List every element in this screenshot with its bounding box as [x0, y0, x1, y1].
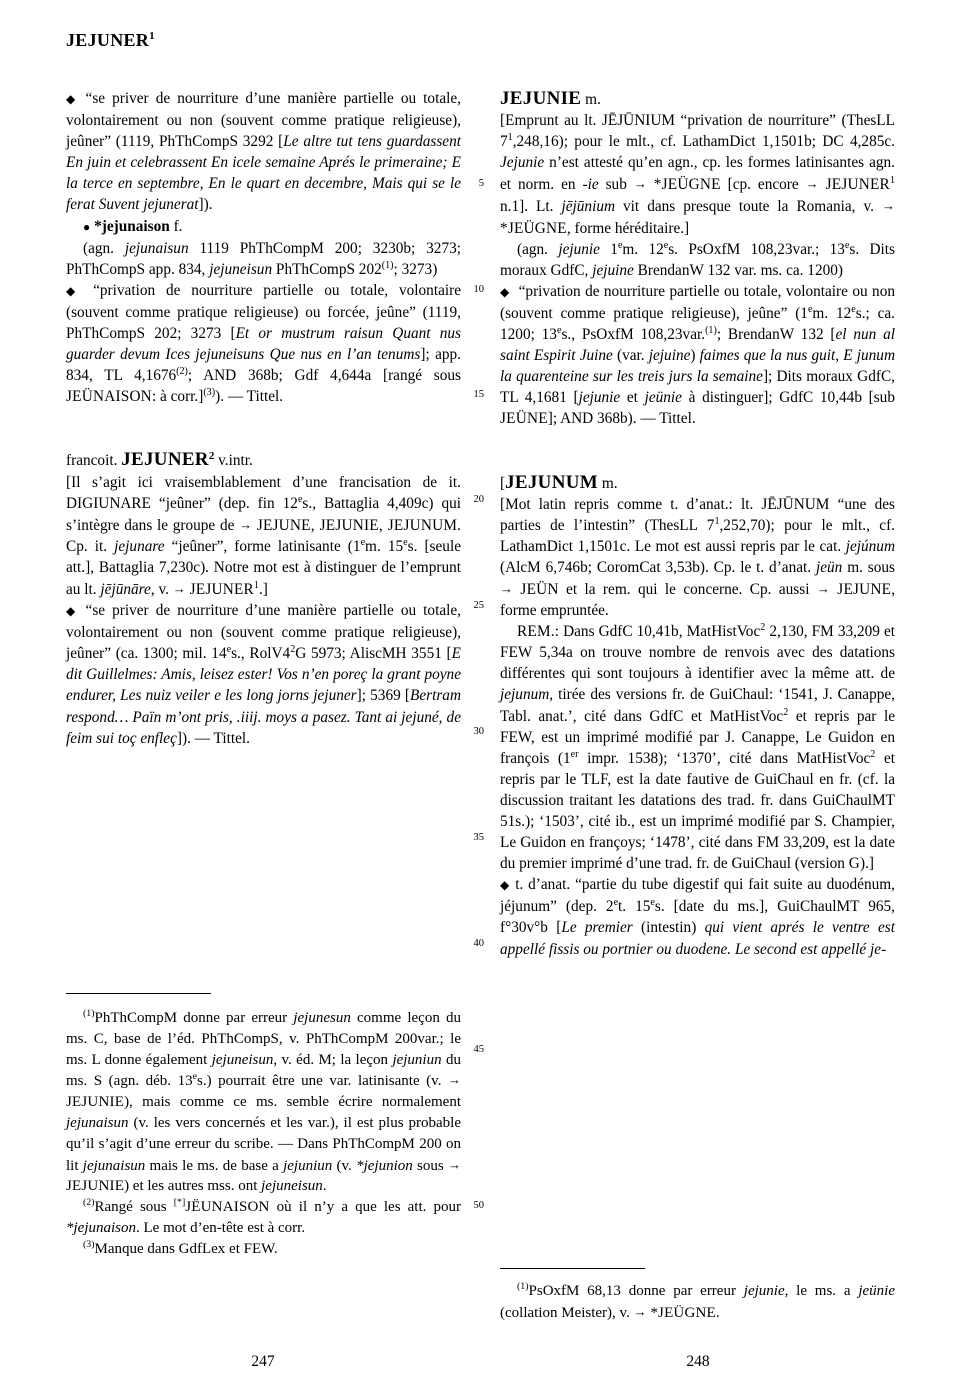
r-sense-e: ; BrendanW 132 [	[716, 326, 836, 344]
ordinal-e-1: e	[617, 239, 623, 251]
circle-bullet-icon	[83, 218, 90, 235]
fn1-h: mais le ms. de base a	[145, 1157, 284, 1174]
fn1-it2: jejuneisun	[211, 1051, 274, 1068]
ordinal-e-3: e	[403, 536, 408, 548]
line-number-10: 10	[473, 284, 484, 295]
ordinal-e: e	[192, 1071, 197, 1083]
left-entry2-sense1	[66, 600, 461, 749]
left-footnotes	[66, 1008, 461, 1260]
diamond-bullet-icon	[66, 602, 78, 619]
cross-reference-smallcaps: JEJUNE, JEJUNIE, JEJUNUM	[256, 516, 458, 534]
fn2-it1: *jejunaison	[66, 1219, 136, 1236]
attest-mid: 1119 PhThCompM 200; 3230b; 3273; PhThCompS app. 834,	[66, 239, 461, 278]
cross-reference-smallcaps: *JEÜGNE	[653, 176, 721, 194]
ref-superscript-3: 2	[870, 748, 876, 760]
fn2-c: . Le mot d’en-tête est à corr.	[136, 1219, 306, 1236]
r-paren-1: (var.	[612, 347, 649, 365]
cross-reference-smallcaps: JEJUNIE	[66, 1178, 125, 1195]
e2-citation-2: Bertram respond… Païn m’ont pris, .iiij. moys a pasez. Tant ai jejuné, de feim sui toç enfleç	[66, 687, 461, 747]
page-running-headword	[66, 30, 155, 51]
fn1-c: , v. éd. M; la leçon	[273, 1051, 393, 1068]
rfn1-d: .	[715, 1304, 720, 1321]
rem-f: et repris par le TLF, est la date fautive de GuiChaul en fr. (cf. la discussion traitant les datations des trad. fr. dans GuiChaulMT 51s.); ‘1503’, cité ib., est un imprimé modifié par S. Champier, Le Guidon en françoys; ‘1478’, cité dans FM 33,209, est la date du premier imprimé d’une trad. fr. de GuiChaul (version	[500, 749, 895, 873]
cross-reference-smallcaps: JEÜNAISON	[66, 388, 152, 406]
page-number-right: 248	[686, 1353, 710, 1370]
r2-sense-c: s. [date du ms.], GuiChaulMT 965, f°30v°b [	[500, 898, 895, 937]
left-text-column	[66, 88, 461, 749]
right-entry1-attestations	[500, 239, 895, 281]
footnote-ref-3: (3)	[203, 387, 216, 399]
r2-etym-c: (AlcM 6,746b; CoromCat 3,53b). Cp. le t. d’anat.	[500, 558, 816, 576]
r-sense-h: à distinguer]; GdfC 10,44b [sub	[681, 389, 895, 407]
line-number-20: 20	[473, 494, 484, 505]
fn1-it7: *jejunion	[356, 1157, 413, 1174]
ordinal-e-1: e	[613, 897, 619, 909]
footnote-1	[66, 1008, 461, 1197]
ordinal-er: er	[570, 748, 579, 760]
etym-text-d: “jeûner”, forme latinisante (1	[164, 537, 361, 555]
line-number-5: 5	[478, 178, 484, 189]
r-etym-e: [cp. encore	[720, 176, 806, 194]
arrow-icon: →	[500, 580, 513, 596]
entry2-headword-superscript: 2	[208, 450, 215, 463]
footnote-number: (2)	[83, 1197, 95, 1209]
footnote-2	[66, 1197, 461, 1239]
r-att-f: BrendanW 132 var. ms. ca. 1200)	[633, 261, 843, 279]
sense2-refs-b: ; AND 368b; Gdf 4,644a [rangé sous	[187, 367, 461, 385]
r2-etym-it2: jeün	[815, 558, 843, 576]
r2-citation-1: Le premier	[561, 919, 633, 937]
right-entry2-remark	[500, 621, 895, 874]
r-etym-c: n’est attesté qu’en agn., cp. les formes latinisantes agn. et norm. en	[500, 154, 895, 194]
footnote-3	[66, 1239, 461, 1260]
ref-superscript: 1	[507, 132, 513, 144]
r-sense-def: “privation de nourriture partielle ou totale, volontaire ou non (souvent comme pratique religieuse), jeûne” (1	[500, 282, 895, 322]
right-entry1-headword-line	[500, 88, 895, 110]
right-entry2-headword-line	[500, 472, 895, 494]
r-citation-2: faimes que la nus guit, E junum la quarenteine sur les treis jurs la semaine	[500, 347, 895, 386]
page-number-left: 247	[251, 1353, 275, 1370]
etym-italic-2: jējūnāre	[100, 580, 151, 598]
r-etym-h: , forme héréditaire.]	[566, 219, 690, 237]
cross-reference-smallcaps: *JEÜGNE	[500, 219, 567, 237]
cross-reference-smallcaps: JEÜN	[520, 580, 559, 598]
entry2-part-of-speech: v.intr.	[218, 452, 253, 470]
attest-open: (agn.	[83, 239, 125, 257]
r-sense-c: s.; ca. 1200; 13	[500, 304, 895, 344]
r2-etym-a: [Mot latin repris comme t. d’anat.: lt. JĒJŪNUM “une des parties de l’intestin” (ThesLL 7	[500, 495, 895, 534]
r-sense-d: s., PsOxfM 108,23var.	[561, 326, 706, 344]
r-att-a: (agn.	[517, 240, 559, 258]
fn1-d: du ms. S (agn. déb. 13	[66, 1051, 461, 1090]
attest-form-2: jejuneisun	[209, 260, 273, 278]
r-att-b: 1	[599, 240, 618, 258]
ordinal-e-3: e	[844, 239, 850, 251]
sublemma-label: *jejunaison	[94, 217, 170, 235]
r-citation-3: jejunie	[578, 389, 621, 407]
diamond-bullet-icon	[500, 876, 510, 893]
ref-superscript: 2	[290, 644, 296, 656]
r-etym-g: vit dans presque toute la Romania, v.	[615, 198, 883, 216]
etym-text-c: . Cp. it.	[66, 516, 461, 555]
left-footnote-rule	[66, 993, 211, 994]
ordinal-e-1: e	[226, 644, 232, 656]
rfn1-c: (collation Meister), v.	[500, 1304, 634, 1321]
ordinal-e-3: e	[556, 324, 562, 336]
sense-tail-text: ]).	[198, 196, 213, 214]
rfn1-a: PsOxfM 68,13 donne par erreur	[528, 1283, 744, 1299]
ordinal-e-2: e	[650, 897, 655, 909]
fn1-b: comme leçon du ms. C, base de l’éd. PhThCompS, v. PhThCompM 200var.; le ms. L donne également	[66, 1010, 461, 1068]
cross-ref-superscript: 1	[253, 579, 259, 591]
line-number-35: 35	[473, 832, 484, 843]
footnote-number: (1)	[517, 1281, 529, 1292]
citation-italic: Le altre tut tens guardassent En juin et celebrassent En icele semaine Aprés le primeraine; E la terce en septembre, En le quart en decembre, Mais qui se le ferat Suvent jejunerat	[66, 133, 461, 214]
r-etym-b: ,248,16); pour le mlt., cf. LathamDict 1,1501b; DC 4,285c.	[512, 133, 895, 151]
entry-headword-jejunie: JEJUNIE	[500, 88, 582, 109]
ordinal-e-1: e	[297, 493, 303, 505]
r-citation-1: el nun al saint Espirit Juine	[500, 326, 895, 365]
sense-definition-text: “se priver de nourriture d’une manière partielle ou totale, volontairement ou non (souvent comme pratique religieuse), jeûner” (1119, PhThCompS 3292 [	[66, 90, 461, 151]
ordinal-e-2: e	[663, 239, 669, 251]
fn1-e: s.) pourrait être une var. latinisante (v.	[196, 1073, 448, 1090]
cross-reference-smallcaps: JEJUNE	[837, 580, 892, 598]
footnote-ref-2: (2)	[176, 366, 188, 378]
version-sigil: G	[848, 855, 861, 873]
entry2-head-prefix: [	[500, 474, 506, 492]
r2-sense-d: (intestin)	[632, 919, 705, 937]
cross-reference-smallcaps: *JEÜGNE	[650, 1304, 716, 1321]
fn1-j: sous	[412, 1157, 448, 1174]
r-att-it1: jejunie	[558, 240, 600, 258]
r2-etym-e: et la rem. qui le concerne. Cp. aussi	[558, 580, 817, 598]
rfn1-it1: jejunie	[743, 1283, 785, 1299]
arrow-icon: →	[882, 198, 896, 214]
etym-text-a: [Il s’agit ici vraisemblablement d’une francisation de it. DIGIUNARE “jeûner” (dep. fin 12	[66, 473, 461, 512]
left-entry1-sense2	[66, 280, 461, 408]
cross-reference-smallcaps: JEÜNE	[500, 410, 548, 428]
r2-sense-def: t. d’anat. “partie du tube digestif qui fait suite au duodénum, jéjunum” (dep. 2	[500, 876, 895, 916]
footnote-ref-1: (1)	[705, 324, 717, 336]
right-entry2-sense1	[500, 874, 895, 959]
r-sense-i: ]; AND 368b). — Tittel.	[547, 410, 696, 428]
fn2-b: où il n’y a que les att. pour	[269, 1199, 461, 1216]
attest-form-1: jejunaisun	[124, 239, 189, 257]
etym-text-e: m. 15	[365, 537, 404, 555]
right-entry1-sense1	[500, 281, 895, 430]
e2-sense-def: “se priver de nourriture d’une manière partielle ou totale, volontairement ou non (souvent comme pratique religieuse), jeûner” (ca. 1300; mil. 14	[66, 602, 461, 663]
left-entry2-etymology	[66, 472, 461, 601]
fn1-it6: jejuniun	[283, 1157, 333, 1174]
diamond-bullet-icon	[66, 90, 78, 107]
right-text-column	[500, 88, 895, 960]
r2-etym-it1: jejúnum	[845, 537, 895, 555]
right-entry1-etymology	[500, 110, 895, 239]
fn1-f: ), mais comme ce ms. semble écrire normalement	[124, 1094, 461, 1111]
sense2-definition: “privation de nourriture partielle ou totale, volontaire (souvent comme pratique religieuse) ou forcée, jeûne” (1119, PhThCompS 202; 3273 [	[66, 281, 461, 343]
footnote-1	[500, 1281, 895, 1324]
fn1-l: .	[322, 1178, 327, 1195]
arrow-icon: →	[172, 580, 186, 596]
e2-sense-refs-a: s., RolV4	[231, 645, 291, 663]
ref-superscript-2: 2	[783, 706, 789, 718]
e2-sense-author: ]). — Tittel.	[176, 729, 250, 747]
running-headword-text: JEJUNER	[66, 30, 150, 50]
entry2-head-prefix: francoit.	[66, 452, 122, 470]
arrow-icon: →	[633, 176, 647, 192]
r-sense-f: ]; Dits moraux GdfC, TL 4,1681 [	[500, 368, 895, 407]
rem-g: ).]	[860, 855, 875, 873]
sense2-citation: Et or mustrum raisun Quant nus guarder devum Ices jejuneisuns Que nus en l’an tenums	[66, 325, 461, 364]
r-etym-f: n.1]. Lt.	[500, 198, 562, 216]
line-number-45: 45	[473, 1044, 484, 1055]
e2-sense-refs-c: ]; 5369 [	[356, 687, 410, 705]
ordinal-e-2: e	[851, 303, 856, 315]
rem-b: 2,130, FM 33,209 et FEW 5,34a on trouve nombre de renvois avec des datations différentes qui sont toujours à identifier avec la même att. de	[500, 623, 895, 683]
entry-part-of-speech: m.	[601, 474, 618, 492]
entry2-headword: JEJUNER	[121, 449, 209, 471]
sense2-refs-c: : à corr.]	[151, 388, 204, 406]
rem-c: , tirée des versions fr. de GuiChaul: ‘1541, J. Canappe, Tabl. anat.’, cité dans GdfC et MatHistVoc	[500, 686, 895, 725]
r-att-it2: jejuine	[592, 261, 634, 279]
cross-ref-superscript: 1	[889, 175, 895, 187]
arrow-icon: →	[448, 1072, 461, 1088]
rfn1-it2: jeünie	[858, 1283, 895, 1299]
left-entry1-attestations	[66, 238, 461, 280]
right-footnotes	[500, 1281, 895, 1324]
etym-italic-1: jejunare	[114, 537, 165, 555]
r2-etym-d: m. sous	[842, 558, 895, 576]
r-sense-g: et	[620, 389, 645, 407]
r-etym-a: [Emprunt au lt. JĒJŪNIUM “privation de nourriture” (ThesLL 7	[500, 112, 895, 151]
left-entry2-headword-line	[66, 449, 461, 471]
r-etym-it2: -ie	[582, 176, 599, 194]
r-etym-it3: jējūnium	[561, 198, 616, 216]
r2-sense-b: t. 15	[618, 898, 651, 916]
rem-d: et repris par le FEW, est un imprimé modifié par J. Canappe, Le Guidon en françois (1	[500, 707, 895, 767]
line-number-50: 50	[473, 1200, 484, 1211]
ordinal-e-1: e	[807, 303, 813, 315]
arrow-icon: →	[239, 516, 253, 532]
fn1-a: PhThCompM donne par erreur	[94, 1010, 294, 1026]
sense2-author: ). — Tittel.	[215, 388, 284, 406]
attest-close: ; 3273)	[393, 260, 438, 278]
left-entry1-sublemma	[66, 216, 461, 238]
fn1-i: (v.	[332, 1157, 357, 1174]
entry-headword-jejunum: JEJUNUM	[505, 471, 598, 493]
footnote-ref-1: (1)	[381, 259, 394, 271]
remark-label: REM.	[517, 623, 555, 641]
fn1-it1: jejunesun	[293, 1010, 351, 1026]
e2-citation-1: E dit Guillelmes: Amis, leisez ester! Vos n’en poreç la grant poyne endurer, Les nuiz veiler e les long jorns jejuner	[66, 645, 461, 705]
fn1-g: (v. les vers concernés et les var.), il est plus probable qu’il s’agit d’une erreur du scribe. — Dans PhThCompM 200 on lit	[66, 1114, 461, 1174]
cross-reference-smallcaps: JEJUNER	[825, 176, 890, 194]
diamond-bullet-icon	[500, 283, 510, 300]
cross-reference-smallcaps: JËUNAISON	[185, 1199, 270, 1216]
r-etym-d: sub	[598, 176, 634, 194]
e2-sense-refs-b: G 5973; AliscMH 3551 [	[295, 645, 452, 663]
rfn1-b: , le ms. a	[784, 1283, 859, 1299]
fn2-a: Rangé sous	[94, 1199, 174, 1216]
fn1-it8: jejuneisun	[261, 1178, 323, 1195]
line-number-30: 30	[473, 726, 484, 737]
line-number-40: 40	[473, 938, 484, 949]
ref-superscript: 1	[714, 515, 720, 527]
fn2-bracket-mark: [*]	[173, 1197, 186, 1209]
fn3-a: Manque dans GdfLex et FEW.	[94, 1240, 278, 1257]
sublemma-gender: f.	[173, 217, 183, 235]
fn1-it5: jejunaisun	[82, 1157, 146, 1174]
r-paren-italic: jejuine	[648, 347, 691, 365]
r-att-d: s. PsOxfM 108,23var.; 13	[668, 240, 845, 258]
sense2-refs-a: ]; app. 834, TL 4,1676	[66, 346, 461, 385]
etym-text-g: , v.	[150, 580, 173, 598]
cross-reference-smallcaps: JEJUNIE	[66, 1094, 125, 1111]
etym-text-f: s. [seule att.], Battaglia 7,230c). Notre mot est à distinguer de l’emprunt au lt.	[66, 537, 461, 598]
rem-a: : Dans GdfC 10,41b, MatHistVoc	[554, 623, 761, 641]
fn1-k: ) et les autres mss. ont	[124, 1178, 262, 1195]
arrow-icon: →	[633, 1303, 647, 1319]
r-sense-b: m. 12	[812, 304, 852, 322]
r2-etym-f: , forme empruntée.	[500, 580, 896, 620]
line-number-25: 25	[473, 600, 484, 611]
r2-citation-2: qui vient aprés le ventre est appellé fissis ou portnier ou duodene. Le second est appellé je-	[500, 919, 895, 958]
r-att-e: s. Dits moraux GdfC,	[500, 240, 895, 279]
fn1-it4: jejunaisun	[66, 1114, 129, 1131]
attest-ref: PhThCompS 202	[272, 260, 382, 278]
ordinal-e-2: e	[360, 536, 366, 548]
r-att-c: m. 12	[622, 240, 664, 258]
footnote-number: (3)	[83, 1238, 95, 1250]
rem-it1: jejunum	[500, 686, 550, 704]
right-entry2-etymology	[500, 494, 895, 622]
etym-text-h: .]	[258, 580, 268, 598]
r-etym-it1: Jejunie	[500, 154, 545, 172]
diamond-bullet-icon	[66, 282, 82, 299]
cross-reference-smallcaps: JEJUNER	[189, 580, 254, 598]
r2-etym-b: ,252,70); pour le mlt., cf. LathamDict 1,1501c. Le mot est aussi repris par le cat.	[500, 516, 895, 555]
arrow-icon: →	[447, 1156, 461, 1172]
rem-e: impr. 1538); ‘1370’, cité dans MatHistVoc	[578, 749, 871, 767]
etym-text-b: s., Battaglia 4,409c) qui s’intègre dans le groupe de	[66, 494, 461, 534]
r-paren-2: )	[690, 347, 700, 365]
arrow-icon: →	[805, 176, 819, 192]
arrow-icon: →	[816, 580, 830, 596]
entry-part-of-speech: m.	[585, 91, 601, 108]
r-citation-4: jeünie	[644, 389, 682, 407]
footnote-number: (1)	[83, 1008, 95, 1019]
line-number-15: 15	[473, 389, 484, 400]
right-footnote-rule	[500, 1268, 645, 1269]
ref-superscript-1: 2	[760, 622, 766, 634]
fn1-it3: jejuniun	[392, 1051, 442, 1068]
left-entry1-sense1	[66, 88, 461, 216]
running-headword-superscript: 1	[149, 30, 155, 42]
